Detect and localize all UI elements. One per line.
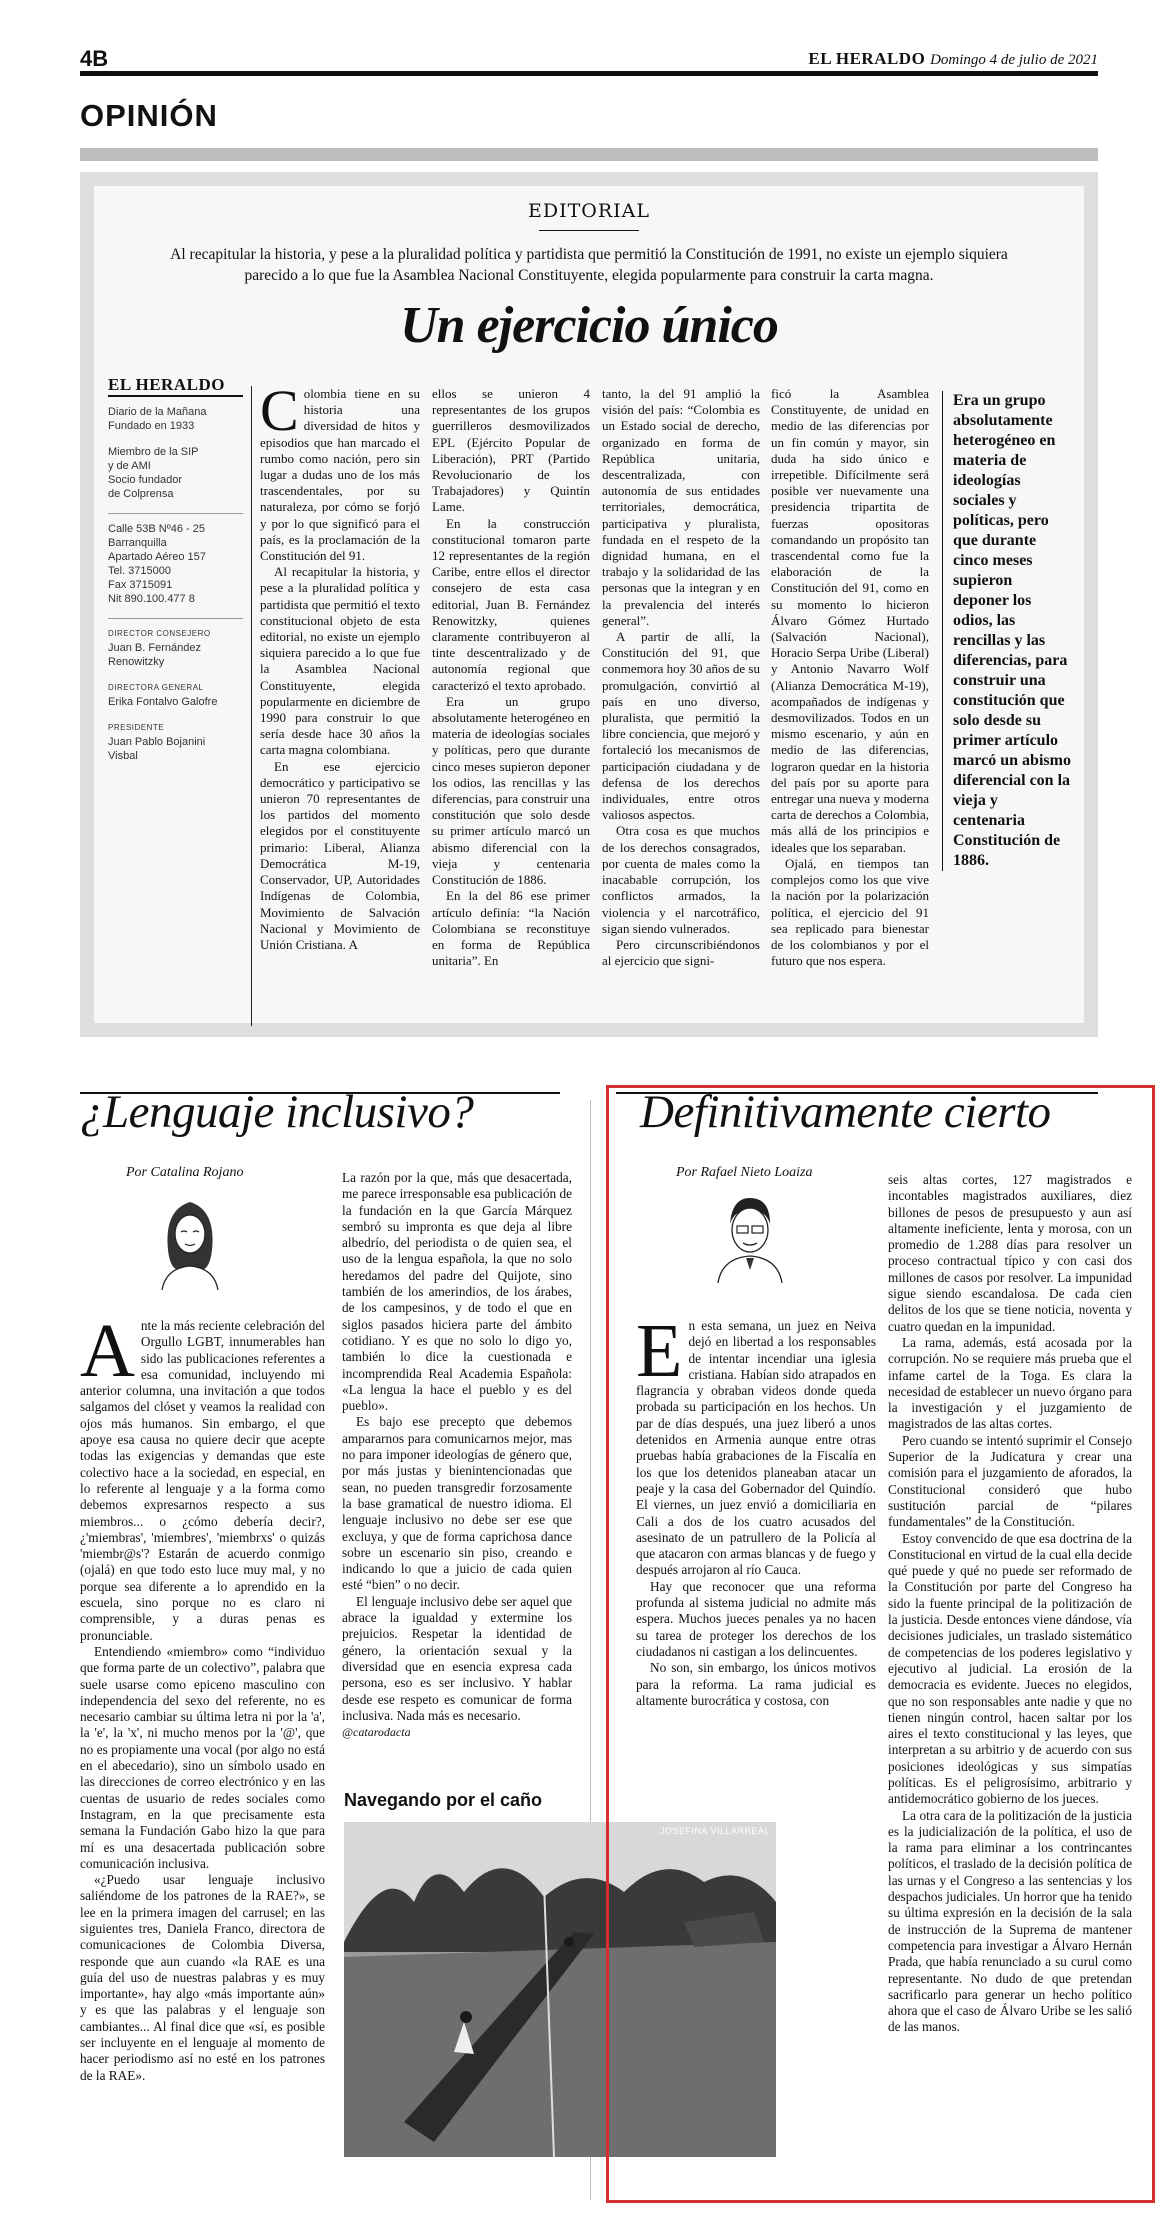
canoe-photo-icon [344,1822,776,2157]
article-paragraph: Pero cuando se intentó suprimir el Consejo Superior de la Judicatura y crear una comisión para el juzgamiento de aforados, la Constitucional consideró que hubo sustitución parcial de “pilares fundamentales” de la Constitución. [888,1432,1132,1530]
editorial-label-rule [539,230,639,231]
editorial-paragraph: Ojalá, en tiempos tan complejos como los que vive la nación por la polarización política, el ejercicio del 91 sea replicado para bienestar de los colombianos y por el futuro que nos espera. [771,855,929,969]
editorial-intro: Al recapitular la historia, y pese a la pluralidad política y partidista que permitió la Constitución de 1991, no existe un ejemplo siquiera parecido a lo que fue la Asamblea Nacional Constituyente, elegida popularmente para construir la carta magna. [170,246,1008,284]
opinion-right [640,1085,1110,1139]
editorial-paragraph: En ese ejercicio democrático y participativo se unieron 70 representantes de los partidos del momento elegidos por el constituyente primario: Liberal, Alianza Democrática M-19, Conservador, UP, Autoridades Indígenas de Colombia, Movimiento de Salvación Nacional y Movimiento de Unión Cristiana. A [260,758,420,952]
opinion-right-column-2 [888,1172,1132,2036]
dropcap: E [636,1309,683,1393]
sidebar-general: Erika Fontalvo Galofre [108,696,218,708]
photo-title: Navegando por el caño [344,1790,543,1810]
page-number: 4B [80,46,109,71]
paper-name: EL HERALDO [808,49,926,68]
editorial-paragraph: Al recapitular la historia, y pese a la pluralidad política y partidista que permitió el texto constitucional objeto de esta editorial, no existe un ejemplo siquiera parecido a lo que fue la Asamblea Nacional Constituyente, elegida popularmente en diciembre de 1990 para construir lo que sería desde hace 30 años la carta magna colombiana. [260,564,420,758]
article-paragraph: Estoy convencido de que esa doctrina de la Constitucional en virtud de la cual ella decide qué puede y qué no puede ser reformado de la Constitución por parte del Congreso ha sido la fuente principal de la politización de la justicia. Desde entonces viene dándose, vía decisiones judiciales, un traslado sistemático de competencias de los poderes legislativo y ejecutivo al judicial. La erosión de la democracia es evidente. Jueces no elegidos, que no son responsables ante nadie y que no tienen ningún control, hacen saltar por los aires el texto constitucional y las leyes, que interpretan a su arbitrio y de acuerdo con sus posiciones ideológicas y sus simpatías políticas. Es el peligrosísimo, arbitrario y antidemocrático gobierno de los jueces. [888,1530,1132,1807]
article-paragraph: La rama, además, está acosada por la corrupción. No se requiere más prueba que el infame cartel de la Toga. Es clara la necesidad de establecer un nuevo órgano para la investigación y el juzgamiento de magistrados de las altas cortes. [888,1334,1132,1432]
sidebar-membership: Miembro de la SIP y de AMI Socio fundador de Colprensa [108,446,199,500]
article-paragraph: seis altas cortes, 127 magistrados e incontables magistrados auxiliares, diez billones de pesos de presupuesto y aun así altamente ineficiente, lenta y morosa, con un promedio de 1.288 días para resolver un proceso contractual típico y con casi dos millones de casos por resolver. La impunidad sigue siendo escandalosa. De cada cien delitos de los que se tiene noticia, noventa y cuatro quedan en la impunidad. [888,1172,1132,1334]
section-title: OPINIÓN [80,98,218,133]
article-paragraph: Es bajo ese precepto que debemos ampararnos para comunicarnos mejor, mas no para imponer ideologías de género que, por más justas y bienintencionadas que sean, no pueden transgredir forzosamente la base gramatical de nuestro idioma. El lenguaje inclusivo no debe ser ese que excluya, y que de forma caprichosa dance sobre un escenario sin piso, creando e indicando lo que a juicio de cada quien esté “bien” o no decir. [342,1414,572,1593]
editorial-box [80,172,1098,1037]
article-paragraph: Hay que reconocer que una reforma profunda al sistema judicial no admite más espera. Muchos jueces penales ya no hacen su tarea de proteger los derechos de los ciudadanos ni castigan a los delincuentes. [636,1578,876,1659]
author-portrait-icon [150,1190,230,1290]
section-divider [80,148,1098,161]
article-paragraph: La razón por la que, más que desacertada, me parece irresponsable esa publicación de la fundación en la que García Márquez sembró su impronta es que deja al libre albedrío, del periodista o de quien sea, el uso de la lengua española, la que no solo heredamos del padre del Quijote, sino también de los amerindios, de los árabes, de los campesinos, y de todo el que en siglos pasados hiciera parte del ámbito cotidiano. Y es que no solo lo digo yo, también lo dice la cuestionada e incomprendida Real Academia Española: «La lengua la hace el pueblo y es del pueblo». [342,1170,573,1414]
masthead-sidebar [108,375,243,775]
editorial-paragraph: ficó la Asamblea Constituyente, de unidad en medio de las diferencias por un fin común y mayor, sin duda ha sido único e irrepetible. Difícilmente será posible ver nuevamente una presidencia tripartita de fuerzas opositoras comandando un propósito tan trascendental como fue la elaboración de la Constitución del 91, como en su momento lo hicieron Álvaro Gómez Hurtado (Salvación Nacional), Horacio Serpa Uribe (Liberal) y Antonio Navarro Wolf (Alianza Democrática M-19), acompañados de indígenas y desmovilizados. Todos en un mismo escenario, y aún en medio de las diferencias, lograron quedar en la historia del país por su aporte para entregar una nueva y moderna carta de derechos a Colombia, más allá de los principios e ideales que los separaban. [771,386,929,855]
author-portrait-icon [710,1188,790,1283]
editorial-column-2 [432,386,590,969]
editorial-paragraph: En la del 86 ese primer artículo definía: “la Nación Colombiana se reconstituye en forma de República unitaria”. En [432,888,590,969]
sidebar-divider [108,513,243,514]
article-paragraph: No son, sin embargo, los únicos motivos para la reforma. La rama judicial es altamente burocrática y costosa, con [636,1660,876,1708]
editorial-paragraph: Pero circunscribiéndonos al ejercicio que signi- [602,936,760,969]
editorial-paragraph: En la construcción constitucional tomaron parte 12 representantes de la región Caribe, entre ellos el director consejero de esta casa editorial, Juan B. Fernández Renowitzky, quienes claramente contribuyeron al tinte descentralizado y de autonomía regional que caracterizó el texto aprobado. [432,515,590,693]
opinion-right-column-1 [636,1309,876,1709]
sidebar-president: Juan Pablo Bojanini Visbal [108,736,206,762]
editorial-paragraph: ellos se unieron 4 representantes de los grupos guerrilleros desmovilizados EPL (Ejército Popular de Liberación), PRT (Partido Revolucionario de los Trabajadores) y Quintín Lame. [432,386,590,515]
article-paragraph: Entendiendo «miembro» como “individuo que forma parte de un colectivo”, palabra que suele usarse como epiceno masculino con independencia del sexo del referente, no es necesario cambiar su última letra ni por la 'a', la 'e', la 'x', ni mucho menos por la '@', que no es propiamente una vocal (por algo no está en el abecedario), sino un símbolo usado en las direcciones de correo electrónico y en las cuentas de usuario de redes sociales como Instagram, en la que precisamente esta semana la Fundación Gabo hizo la que para mí es una desacertada publicación sobre comunicación inclusiva. [80,1643,325,1871]
page-header [80,46,1098,76]
article-paragraph: En esta semana, un juez en Neiva dejó en libertad a los responsables de intentar incendiar una iglesia cristiana. Habían sido atrapados en flagrancia y obraban videos donde queda probada su participación en los hechos. Un par de días después, una juez liberó a unos detenidos en Armenia aunque entre otras pruebas había grabaciones de la Fiscalía en los que los detenidos planeaban atacar un peaje y la casa del Gobernador del Quindío. El viernes, un juez envió a domiciliaria en Cali a dos de los cuatro acusados del asesinato de un patrullero de la Policía al que atacaron con armas blancas y de fuego y después arrojaron al río Cauca. [636,1309,876,1578]
dropcap: A [80,1309,135,1393]
editorial-paragraph: Otra cosa es que muchos de los derechos consagrados, por cuenta de males como la inacabable corrupción, los conflictos armados, la violencia y el narcotráfico, sigan siendo vulnerados. [602,823,760,936]
sidebar-divider [108,618,243,619]
article-paragraph: El lenguaje inclusivo debe ser aquel que abrace la igualdad y extermine los prejuicios. Respetar la identidad de género, la orientación sexual y la diversidad que en esencia expresa cada persona, eso es ser inclusivo. Y hablar desde ese respeto es comunicar de forma inclusiva. Nada más es necesario. [342,1593,572,1723]
article-paragraph: La otra cara de la politización de la justicia es la judicialización de la política, el uso de la rama para eliminar a los contrincantes políticos, el traslado de la decisión política de las urnas y el Congreso a las sentencias y los despachos judiciales. Un horror que ha tenido su última expresión en la decisión de la sala de instrucción de la Suprema de mantener competencia para investigar a Álvaro Hernán Prada, que había renunciado a su curul como representante. No dudo de que pretendan sacrificarlo para generar un hecho político ahora que el caso de Álvaro Uribe se les salió de las manos. [888,1807,1132,2035]
editorial-paragraph: A partir de allí, la Constitución del 91, que conmemora hoy 30 años de su promulgación, convirtió al país en uno diverso, pluralista, que permitió la libre conciencia, que mejoró y fortaleció los mecanismos de participación ciudadana y de defensa de los derechos individuales, entre otros valiosos aspectos. [602,629,760,823]
editorial-pullquote: Era un grupo absolutamente heterogéneo en materia de ideologías sociales y políticas, pero que durante cinco meses supieron deponer los odios, las rencillas y las diferencias, para construir una constitución que solo desde su primer artículo marcó un abismo diferencial con la vieja y centenaria Constitución de 1886. [942,391,1072,871]
dropcap: C [260,378,299,443]
editorial-headline: Un ejercicio único [400,297,778,354]
article-paragraph: Ante la más reciente celebración del Orgullo LGBT, innumerables han sido las publicaciones referentes a esa comunidad, incluyendo mi anterior columna, una invitación a que todos salgamos del clóset y veamos la realidad con ojos más humanos. Sin embargo, el que apoye esa causa no quiere decir que acepte todas las exigencias y demandas que este colectivo hace a la sociedad, en especial, en lo referente al lenguaje y a la forma como debemos expresarnos respecto a sus miembros... o ¿cómo debería decir?, ¿'miembras', 'miembres', 'miembrxs' o quizás 'miembr@s'? Estarán de acuerdo conmigo (ojalá) en que todo esto luce muy mal, y no porque sea diferente a lo aprendido en la escuela, sino porque no es claro ni comprensible, y a duras penas es pronunciable. [80,1309,325,1643]
opinion-left [80,1085,580,1139]
editorial-paragraph: Era un grupo absolutamente heterogéneo en materia de ideologías sociales y políticas, pero que durante cinco meses supieron deponer los odios, las rencillas y las diferencias, para construir una constitución que solo desde su primer artículo marcó un abismo diferencial con la vieja y centenaria Constitución de 1886. [432,693,590,888]
sidebar-general-label: DIRECTORA GENERAL [108,683,204,692]
opinion-headline: ¿Lenguaje inclusivo? [80,1086,474,1138]
editorial-label: EDITORIAL [527,200,650,222]
author-byline: Por Rafael Nieto Loaiza [676,1165,813,1180]
editorial-column-4 [771,386,929,969]
masthead [808,49,1098,69]
opinion-left-column-2 [342,1170,572,1740]
sidebar-president-label: PRESIDENTE [108,723,165,732]
author-handle: @catarodacta [342,1725,411,1740]
sidebar-founded: Diario de la Mañana Fundado en 1933 [108,406,207,432]
article-paragraph: «¿Puedo usar lenguaje inclusivo saliéndome de los patrones de la RAE?», se lee en la primera imagen del carrusel; en las siguientes tres, Daniela Franco, directora de comunicaciones de Colombia Diversa, responde que aun cuando «la RAE es una guía del uso de nuestras palabras y es muy importante», hay algo «más importante aún» y es que las palabras y el lenguaje son cambiantes... Al final dice que «sí, es posible ser incluyente en el lenguaje al momento de hacer periodismo así no esté en los patrones de la RAE». [80,1872,325,2083]
sidebar-director: Juan B. Fernández Renowitzky [108,642,201,668]
author-byline: Por Catalina Rojano [126,1165,244,1180]
editorial-paragraph: Colombia tiene en su historia una diversidad de hitos y episodios que han marcado el rumbo como nación, pero sin lugar a dudas uno de los más trascendentales, por su naturaleza, por cómo se forjó y por lo que significó para el país, es la proclamación de la Constitución del 91. [260,378,420,564]
editorial-paragraph: tanto, la del 91 amplió la visión del país: “Colombia es un Estado social de derecho, organizado en forma de República unitaria, descentralizada, con autonomía de sus entidades territoriales, democrática, participativa y pluralista, fundada en el respeto de la dignidad humana, en el trabajo y la solidaridad de las personas que la integran y en la prevalencia del interés general”. [602,386,760,628]
editorial-column-1 [260,378,420,953]
opinion-left-column-1 [80,1309,325,2084]
editorial-column-3 [602,386,760,969]
river-photo [344,1822,776,2157]
sidebar-address: Calle 53B Nº46 - 25 Barranquilla Apartado Aéreo 157 Tel. 3715000 Fax 3715091 Nit 890.100.477 8 [108,523,206,605]
opinion-headline: Definitivamente cierto [640,1086,1051,1138]
column-rule [251,386,252,1026]
photo-credit: JOSEFINA VILLARREAL [659,1826,770,1836]
issue-date: Domingo 4 de julio de 2021 [930,52,1098,68]
sidebar-director-label: DIRECTOR CONSEJERO [108,629,211,638]
sidebar-logo: EL HERALDO [108,378,243,397]
